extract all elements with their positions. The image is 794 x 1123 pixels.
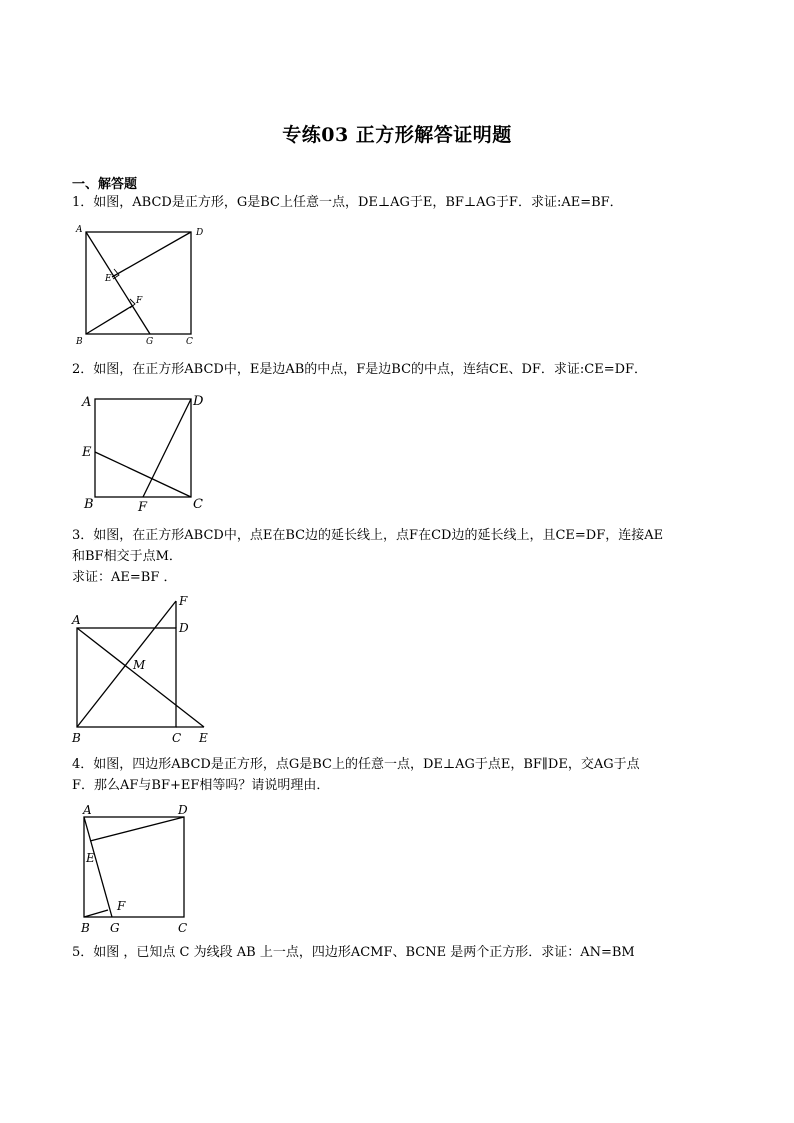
section-heading: 一、解答题	[72, 177, 138, 192]
question-1-text: 1．如图，ABCD是正方形，G是BC上任意一点，DE⊥AG于E，BF⊥AG于F．求证:AE=BF．	[72, 195, 623, 210]
figure-1	[72, 222, 202, 347]
label-f: F	[138, 500, 148, 515]
page-title: 专练03 正方形解答证明题	[282, 124, 512, 146]
label-g: G	[110, 921, 120, 935]
label-b: B	[76, 337, 83, 347]
square-abcd	[84, 817, 184, 917]
label-a: A	[82, 395, 92, 410]
label-d: D	[193, 394, 204, 409]
figure-2	[72, 390, 222, 515]
label-b: B	[81, 921, 90, 935]
segment-ag	[86, 232, 150, 334]
label-a: A	[76, 225, 83, 235]
square-abcd	[95, 399, 191, 497]
label-d: D	[196, 228, 204, 238]
question-4-text-line2: F．那么AF与BF+EF相等吗？请说明理由．	[72, 778, 330, 793]
segment-ce	[95, 452, 191, 497]
figure-3	[68, 592, 218, 752]
question-3-text-line3: 求证：AE=BF ．	[72, 570, 177, 585]
segment-bf	[84, 910, 108, 917]
label-d: D	[179, 621, 189, 635]
label-f: F	[117, 899, 126, 913]
segment-ae	[77, 628, 204, 727]
label-m: M	[133, 658, 146, 672]
label-c: C	[178, 921, 188, 935]
label-f: F	[179, 594, 188, 608]
square-abcd	[77, 628, 176, 727]
label-a: A	[83, 803, 92, 817]
segment-bf	[77, 601, 176, 727]
label-e: E	[82, 445, 92, 460]
segment-df	[143, 399, 191, 497]
label-e: E	[86, 851, 95, 865]
label-g: G	[146, 337, 154, 347]
label-e: E	[199, 731, 208, 745]
question-2-text: 2．如图，在正方形ABCD中，E是边AB的中点，F是边BC的中点，连结CE、DF．求证:CE=DF．	[72, 362, 648, 377]
segment-de	[112, 232, 191, 277]
label-d: D	[178, 803, 188, 817]
label-e: E	[105, 274, 112, 284]
figure-4	[72, 801, 202, 936]
label-b: B	[84, 497, 94, 512]
segment-bf	[86, 306, 132, 334]
question-5-text: 5．如图 ，已知点 C 为线段 AB 上一点，四边形ACMF、BCNE 是两个正方形．求证：AN=BM	[72, 945, 635, 960]
square-abcd	[86, 232, 191, 334]
segment-de	[90, 817, 184, 841]
label-a: A	[72, 613, 81, 627]
question-3-text-line2: 和BF相交于点M．	[72, 549, 182, 564]
label-f: F	[136, 296, 143, 306]
label-c: C	[193, 497, 203, 512]
question-4-text-line1: 4．如图，四边形ABCD是正方形，点G是BC上的任意一点，DE⊥AG于点E，BF∥DE，交AG于点	[72, 757, 640, 772]
label-c: C	[186, 337, 193, 347]
label-c: C	[172, 731, 182, 745]
segment-ag	[84, 817, 112, 917]
question-3-text-line1: 3．如图，在正方形ABCD中，点E在BC边的延长线上，点F在CD边的延长线上，且CE=DF，连接AE	[72, 528, 664, 543]
label-b: B	[72, 731, 81, 745]
